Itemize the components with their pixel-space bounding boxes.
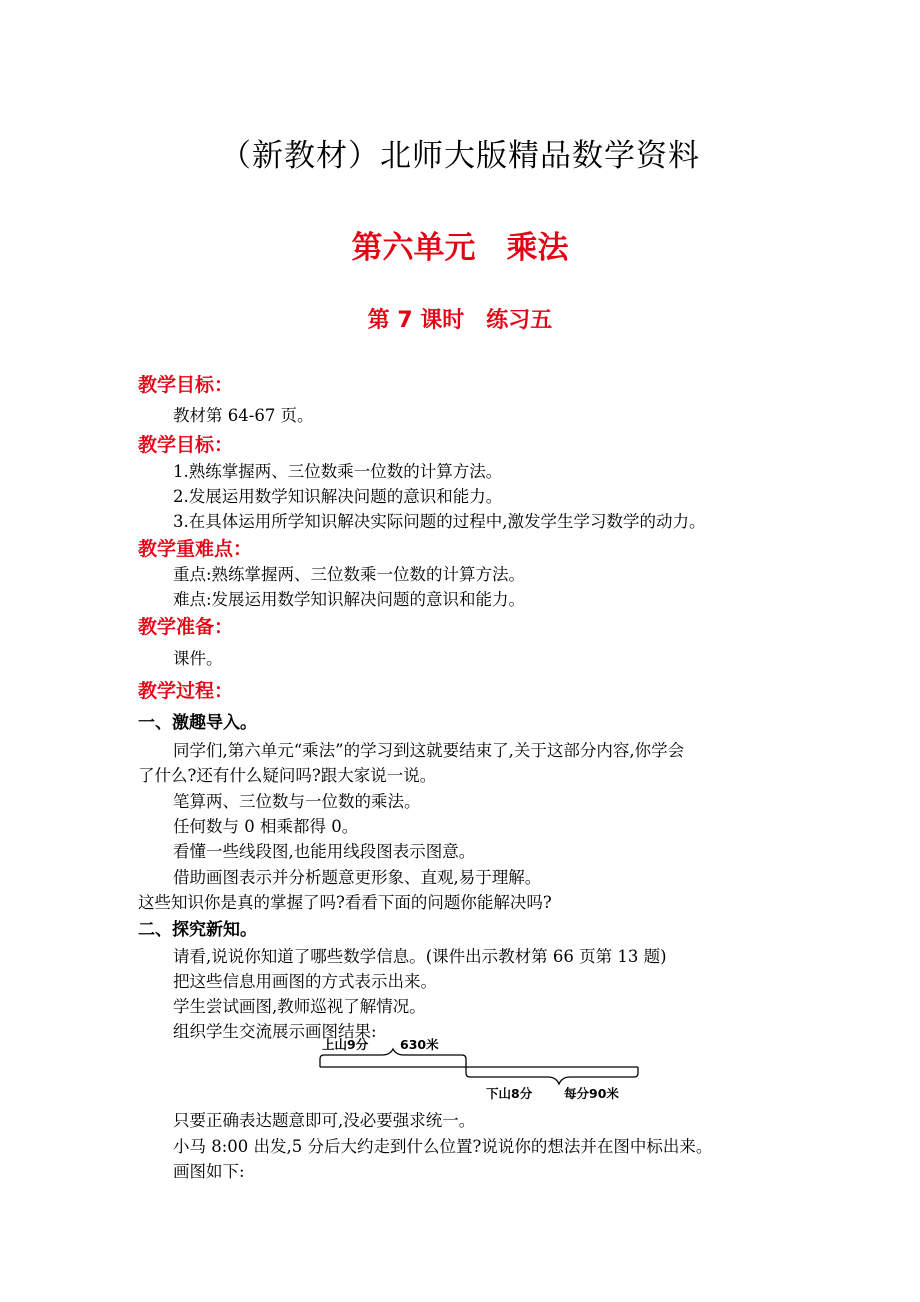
- goal-item-3: 3.在具体运用所学知识解决实际问题的过程中,激发学生学习数学的动力。: [173, 512, 706, 531]
- key-heading: 教学重难点：: [138, 538, 253, 560]
- diagram-up-distance: 630米: [400, 1037, 439, 1052]
- main-title: （新教材）北师大版精品数学资料: [220, 138, 700, 174]
- goal-item-2: 2.发展运用数学知识解决问题的意识和能力。: [173, 487, 503, 506]
- down-brace: [466, 1067, 638, 1084]
- key-item-1: 重点:熟练掌握两、三位数乘一位数的计算方法。: [173, 565, 526, 584]
- prep-heading: 教学准备：: [138, 616, 234, 638]
- diagram-down-time: 下山8分: [486, 1086, 533, 1101]
- goal-heading-1: 教学目标：: [138, 374, 234, 396]
- part2-after-1: 只要正确表达题意即可,没必要强求统一。: [173, 1111, 476, 1130]
- part2-after-2: 小马 8:00 出发,5 分后大约走到什么位置?说说你的想法并在图中标出来。: [173, 1137, 713, 1156]
- segment-diagram: [318, 1035, 643, 1105]
- goal-heading-2: 教学目标：: [138, 434, 234, 456]
- unit-title: 第六单元 乘法: [351, 230, 569, 266]
- part2-after-3: 画图如下:: [173, 1162, 245, 1181]
- part1-title: 一、激趣导入。: [138, 713, 257, 733]
- part2-item-2: 把这些信息用画图的方式表示出来。: [173, 972, 437, 991]
- prep-text: 课件。: [173, 649, 223, 668]
- part2-title: 二、探究新知。: [138, 920, 257, 940]
- diagram-up-time: 上山9分: [322, 1037, 369, 1052]
- part2-item-3: 学生尝试画图,教师巡视了解情况。: [173, 997, 426, 1016]
- process-heading: 教学过程：: [138, 680, 234, 702]
- part1-item-2: 任何数与 0 相乘都得 0。: [173, 817, 359, 836]
- part1-closing: 这些知识你是真的掌握了吗?看看下面的问题你能解决吗?: [138, 893, 552, 912]
- key-item-2: 难点:发展运用数学知识解决问题的意识和能力。: [173, 590, 526, 609]
- part1-intro-line1: 同学们,第六单元“乘法”的学习到这就要结束了,关于这部分内容,你学会: [173, 741, 685, 760]
- part1-item-1: 笔算两、三位数与一位数的乘法。: [173, 792, 421, 811]
- lesson-title: 第 7 课时 练习五: [367, 308, 553, 333]
- part1-intro-line2: 了什么?还有什么疑问吗?跟大家说一说。: [138, 766, 437, 785]
- part2-item-4: 组织学生交流展示画图结果:: [173, 1022, 377, 1041]
- part1-item-3: 看懂一些线段图,也能用线段图表示图意。: [173, 842, 476, 861]
- goal-text-1: 教材第 64-67 页。: [173, 406, 314, 425]
- diagram-down-speed: 每分90米: [564, 1086, 619, 1101]
- goal-item-1: 1.熟练掌握两、三位数乘一位数的计算方法。: [173, 462, 503, 481]
- part2-item-1: 请看,说说你知道了哪些数学信息。(课件出示教材第 66 页第 13 题): [173, 947, 667, 966]
- part1-item-4: 借助画图表示并分析题意更形象、直观,易于理解。: [173, 868, 542, 887]
